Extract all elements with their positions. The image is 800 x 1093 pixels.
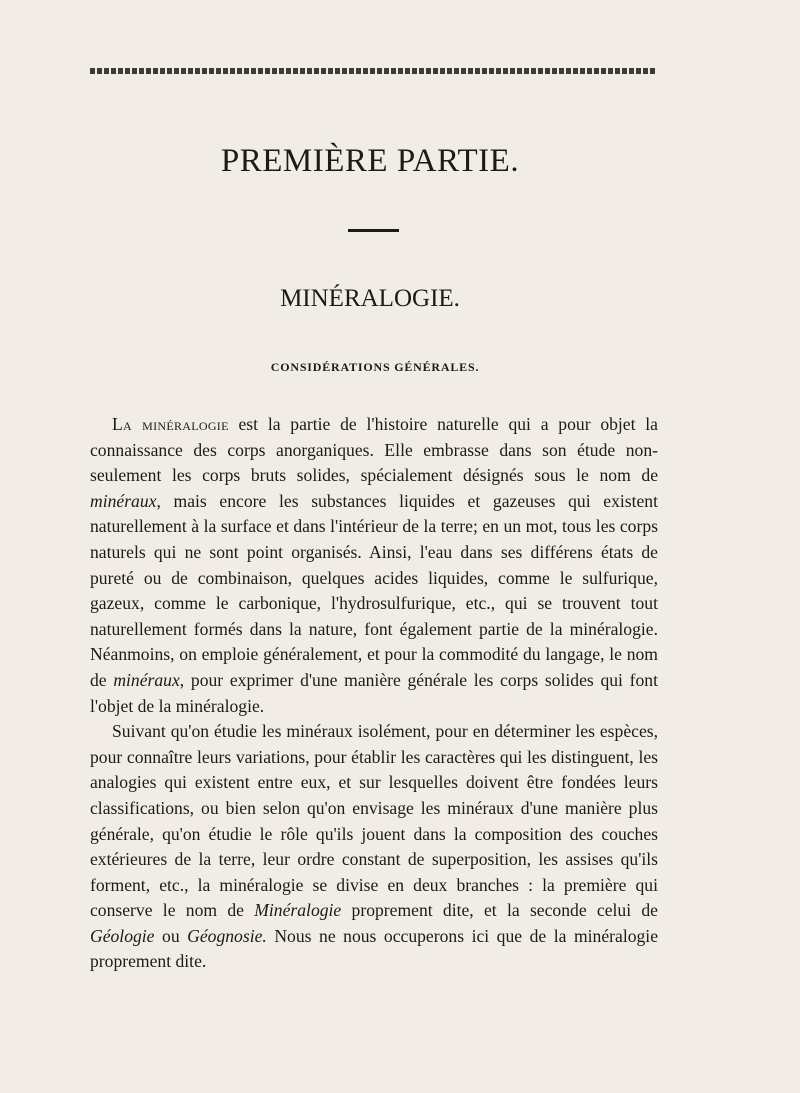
ornamental-rule (90, 68, 655, 74)
italic-term: Géologie (90, 925, 155, 946)
paragraph (90, 719, 658, 975)
body-text (90, 412, 658, 975)
italic-term: minéraux (90, 490, 157, 511)
text-run: proprement dite, et la seconde celui de (341, 900, 658, 921)
paragraph (90, 412, 658, 719)
italic-term: minéraux (113, 669, 180, 690)
italic-term: Géognosie. (187, 925, 267, 946)
italic-term: Minéralogie (254, 900, 342, 921)
part-title: PREMIÈRE PARTIE. (220, 143, 520, 179)
text-run: , pour exprimer d'une manière générale les corps solides qui font l'objet de la minéralogie. (90, 669, 658, 716)
text-run: Suivant qu'on étudie les minéraux isolément, pour en déterminer les espèces, pour connaître leurs variations, pour établir les caractères qui les distinguent, les analogies qui existent entre eux, et sur lesquelles doivent être fondées leurs classifications, ou bien selon qu'on envisage les minéraux d'une manière plus générale, qu'on étudie le rôle qu'ils jouent dans la composition des couches extérieures de la terre, leur ordre constant de superposition, les assises qu'ils forment, etc., la minéralogie se divise en deux branches : la première qui conserve le nom de (90, 721, 658, 921)
text-run: , mais encore les substances liquides et gazeuses qui existent naturellement à la surface et dans l'intérieur de la terre; en un mot, tous les corps naturels qui ne sont point organisés. Ainsi, l'eau dans ses différens états de pureté ou de combinaison, quelques acides liquides, comme le sulfurique, gazeux, comme le carbonique, l'hydrosulfurique, etc., qui se trouvent tout naturellement formés dans la nature, font également partie de la minéralogie. Néanmoins, on emploie généralement, et pour la commodité du langage, le nom de (90, 490, 658, 690)
separator-rule (348, 229, 399, 232)
section-title: MINÉRALOGIE. (280, 285, 460, 312)
text-run: Nous ne nous occuperons ici que de la minéralogie proprement dite. (90, 925, 658, 972)
text-run: est la partie de l'histoire naturelle qui a pour objet la connaissance des corps anorganiques. Elle embrasse dans son étude non-seulement les corps bruts solides, spécialement désignés sous le nom de (90, 414, 658, 486)
subsection-title: CONSIDÉRATIONS GÉNÉRALES. (270, 360, 480, 374)
text-run: ou (154, 925, 188, 946)
lead-words: La minéralogie (112, 414, 229, 434)
